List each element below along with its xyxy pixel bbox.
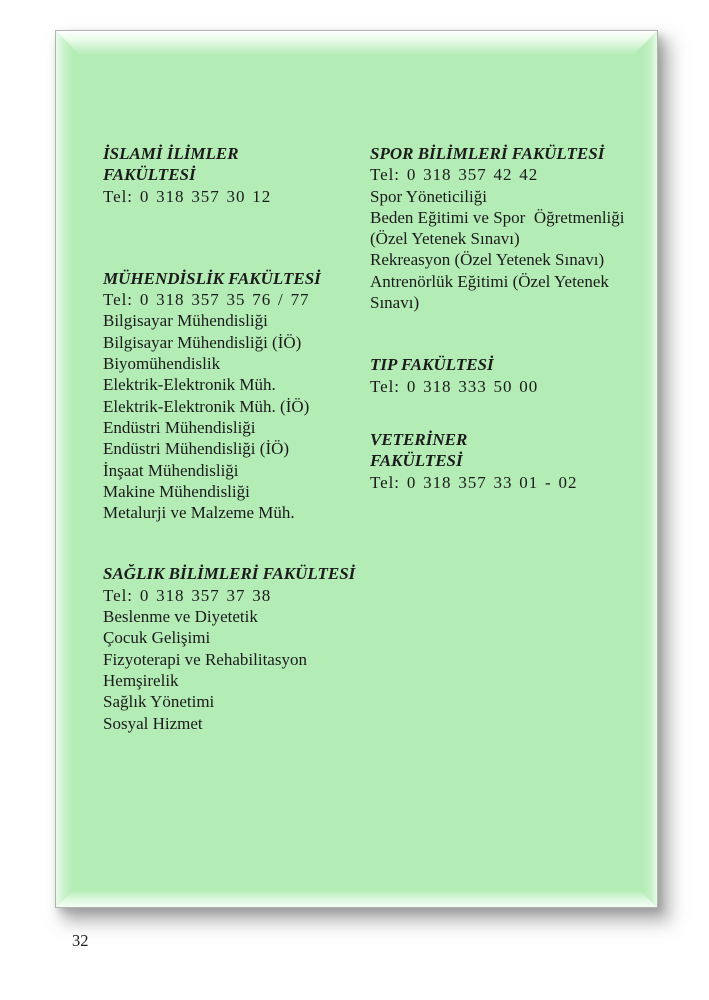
- program-item: Bilgisayar Mühendisliği (İÖ): [103, 332, 302, 352]
- faculty-heading: SAĞLIK BİLİMLERİ FAKÜLTESİ: [103, 564, 356, 584]
- program-item: Sınavı): [370, 293, 420, 313]
- section-gap: [370, 397, 665, 429]
- section-gap: [103, 207, 378, 268]
- page-number: 32: [72, 931, 89, 950]
- program-item: (Özel Yetenek Sınavı): [370, 229, 520, 249]
- faculty-heading: TIP FAKÜLTESİ: [370, 355, 494, 375]
- faculty-heading: SPOR BİLİMLERİ FAKÜLTESİ: [370, 144, 605, 163]
- program-item: Biyomühendislik: [103, 354, 221, 374]
- faculty-heading: FAKÜLTESİ: [370, 451, 463, 471]
- panel-bevel-bottom: [56, 890, 657, 907]
- faculty-heading: FAKÜLTESİ: [103, 165, 196, 185]
- faculty-tel: Tel: 0 318 357 33 01 - 02: [370, 472, 578, 492]
- program-item: Antrenörlük Eğitimi (Özel Yetenek: [370, 271, 609, 291]
- program-item: Spor Yöneticiliği: [370, 186, 487, 206]
- program-item: Beden Eğitimi ve Spor Öğretmenliği: [370, 207, 625, 227]
- panel-bevel-left: [56, 31, 73, 907]
- faculty-heading: İSLAMİ İLİMLER: [103, 144, 239, 163]
- program-item: Endüstri Mühendisliği (İÖ): [103, 439, 290, 459]
- program-item: Sosyal Hizmet: [103, 713, 203, 733]
- program-item: Hemşirelik: [103, 670, 179, 690]
- faculty-tel: Tel: 0 318 357 37 38: [103, 585, 272, 605]
- faculty-tel: Tel: 0 318 357 30 12: [103, 186, 272, 206]
- program-item: Çocuk Gelişimi: [103, 628, 211, 648]
- program-item: Fizyoterapi ve Rehabilitasyon: [103, 649, 307, 669]
- faculty-heading: MÜHENDİSLİK FAKÜLTESİ: [103, 268, 321, 288]
- program-item: Endüstri Mühendisliği: [103, 417, 256, 437]
- faculty-tel: Tel: 0 318 357 35 76 / 77: [103, 290, 310, 310]
- section-gap: [103, 523, 378, 563]
- program-item: Beslenme ve Diyetetik: [103, 607, 258, 627]
- program-item: Sağlık Yönetimi: [103, 692, 215, 712]
- content-panel: [55, 30, 658, 908]
- right-column: [370, 143, 665, 493]
- faculty-heading: VETERİNER: [370, 429, 468, 449]
- faculty-tel: Tel: 0 318 333 50 00: [370, 376, 539, 396]
- program-item: Bilgisayar Mühendisliği: [103, 311, 268, 331]
- program-item: Elektrik-Elektronik Müh.: [103, 375, 276, 395]
- program-item: Metalurji ve Malzeme Müh.: [103, 503, 295, 523]
- program-item: Elektrik-Elektronik Müh. (İÖ): [103, 396, 310, 416]
- program-item: İnşaat Mühendisliği: [103, 460, 239, 480]
- faculty-tel: Tel: 0 318 357 42 42: [370, 165, 539, 185]
- program-item: Rekreasyon (Özel Yetenek Sınavı): [370, 250, 605, 270]
- panel-bevel-top: [56, 31, 657, 55]
- section-gap: [370, 313, 665, 354]
- program-item: Makine Mühendisliği: [103, 481, 250, 501]
- left-column: [103, 143, 378, 734]
